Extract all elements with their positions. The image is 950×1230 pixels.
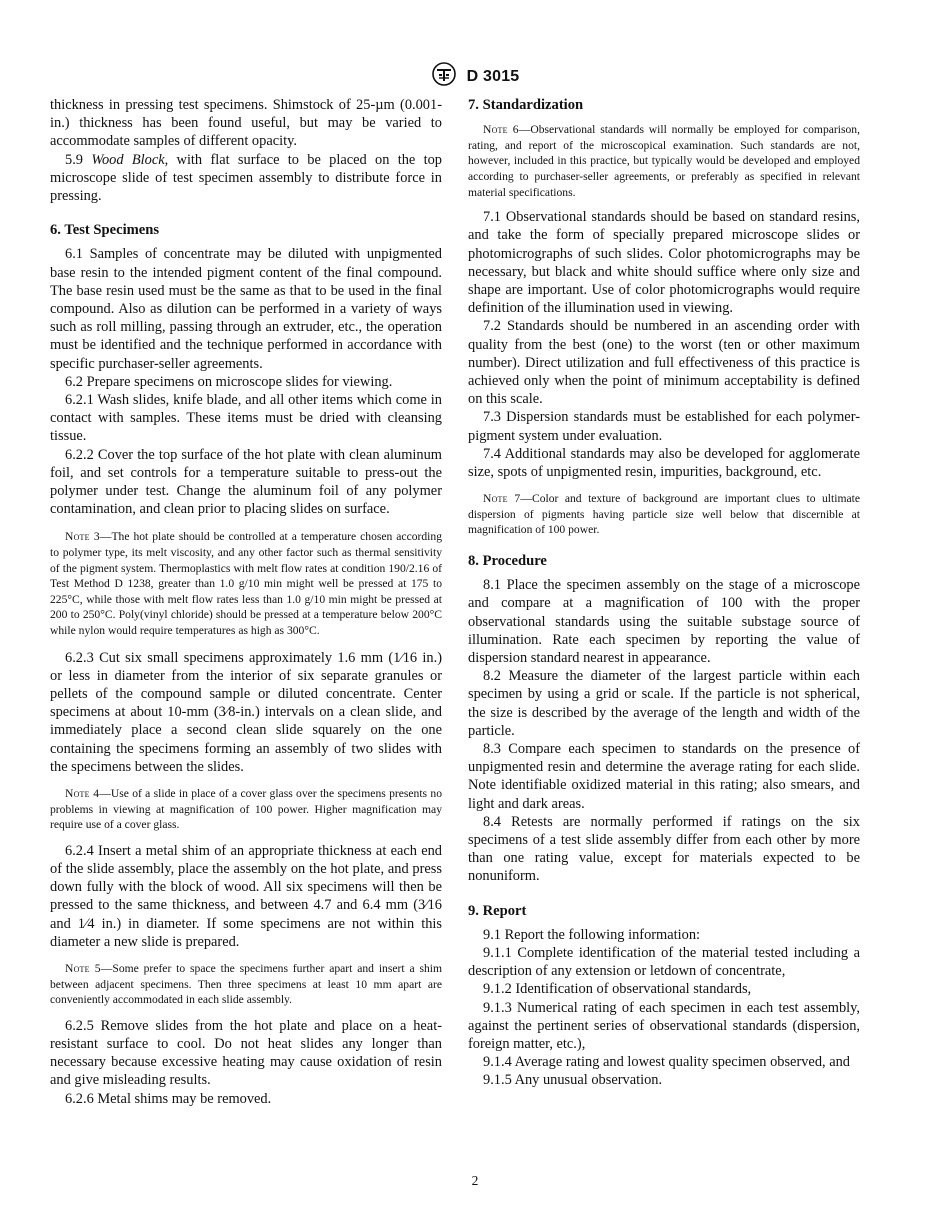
section-heading-9: 9. Report xyxy=(468,902,527,919)
left-column xyxy=(50,96,442,1108)
right-column xyxy=(468,96,860,1090)
paragraph-6-1: 6.1 Samples of concentrate may be diluted with unpigmented base resin to the intended pigment content of the final compound. The base resin used must be the same as that to be used in the final compound. Also as dilution can be performed in a variety of ways such as roll milling, passing through an extruder, etc., the operation must be identified and the technique performed in accordance with specific purchaser-seller agreements. xyxy=(50,246,442,372)
paragraph-7-2: 7.2 Standards should be numbered in an ascending order with quality from the best (one) to the worst (ten or other maximum number). Direct utilization and full effectiveness of this practice is achieved only when the point of minimum acceptability is defined on this scale. xyxy=(468,318,860,408)
note-text: —The hot plate should be controlled at a temperature chosen according to polymer type, its melt viscosity, and any other factor such as thermal sensitivity of the pigment system. Thermoplastics with melt flow rates at condition 190/2.16 of Test Method D 1238, greater than 1.0 g/10 min might well be pressed at 175 to 225°C, while those with melt flow rates less than 1.0 g/10 min might be pressed at 200 to 250°C. Poly(vinyl chloride) should be pressed at a temperature below 200°C while nylon would require temperatures as high as 300°C. xyxy=(50,530,442,638)
paragraph-7-1: 7.1 Observational standards should be based on standard resins, and take the form of specially prepared microscope slides or photomicrographs of such slides. Color photomicrographs may be necessary, but black and white should suffice where only size and shape are important. Use of color photomicrographs would require definition of the illumination used in viewing. xyxy=(468,209,860,317)
page-number: 2 xyxy=(471,1173,479,1188)
page-header xyxy=(0,62,950,91)
paragraph-8-1: 8.1 Place the specimen assembly on the stage of a microscope and compare at a magnification of 100 with the proper observational standards using the suitable substage source of illumination. Rate each specimen by reporting the value of dispersion standard nearest in appearance. xyxy=(468,577,860,667)
note-text: —Color and texture of background are important clues to ultimate dispersion of pigments having particle size well below that discernible at magnification of 100 power. xyxy=(468,492,860,537)
paragraph-6-2-3: 6.2.3 Cut six small specimens approximately 1.6 mm (1⁄16 in.) or less in diameter from the interior of six separate granules or pellets of the compound sample or diluted concentrate. Center specimens at about 10-mm (3⁄8-in.) intervals on a clean slide, and immediately place a second clean slide squarely on the one containing the specimens forming an assembly of two slides with the specimens between the slides. xyxy=(50,649,442,775)
note-6 xyxy=(468,122,860,200)
note-label: Note 6 xyxy=(483,123,519,137)
section-heading-8: 8. Procedure xyxy=(468,553,547,569)
paragraph-9-1-4: 9.1.4 Average rating and lowest quality specimen observed, and xyxy=(483,1054,850,1071)
note-text: —Observational standards will normally be employed for comparison, rating, and report of the microscopical examination. Such standards are not, however, included in this practice, but typically would be developed and employed according to purchaser-seller agreements, or preferably as specified in relevant material specifications. xyxy=(468,123,860,199)
section-heading-6: 6. Test Specimens xyxy=(50,222,160,239)
astm-logo-icon xyxy=(431,62,457,91)
note-label: Note 3 xyxy=(65,530,100,544)
note-text: —Some prefer to space the specimens further apart and insert a shim between adjacent specimens. Then three specimens at least 10 mm apart are conveniently accommodated in each slide assembly. xyxy=(50,962,442,1007)
paragraph-8-3: 8.3 Compare each specimen to standards on the presence of unpigmented resin and determine the average rating for each slide. Note identifiable oxidized material in this rating; also smears, and light and dark areas. xyxy=(468,741,860,812)
paragraph-7-4: 7.4 Additional standards may also be developed for agglomerate size, spots of unpigmented resin, impurities, background, etc. xyxy=(468,445,860,481)
paragraph-9-1-3: 9.1.3 Numerical rating of each specimen in each test assembly, against the pertinent series of observational standards (dispersion, foreign matter, etc.), xyxy=(468,999,860,1053)
note-label: Note 5 xyxy=(65,962,101,976)
paragraph-9-1: 9.1 Report the following information: xyxy=(483,926,701,943)
paragraph-5-8-continued: thickness in pressing test specimens. Shimstock of 25-µm (0.001-in.) thickness has been found useful, but may be varied to accommodate samples of different opacity. xyxy=(50,97,442,150)
paragraph-9-1-1: 9.1.1 Complete identification of the material tested including a description of any extension or letdown of concentrate, xyxy=(468,945,860,980)
paragraph-9-1-5: 9.1.5 Any unusual observation. xyxy=(483,1072,663,1089)
note-label: Note 7 xyxy=(483,492,521,506)
paragraph-5-9 xyxy=(50,151,442,206)
paragraph-6-2-5: 6.2.5 Remove slides from the hot plate and place on a heat-resistant surface to cool. Do not heat slides any longer than necessary because excessive heating may cause oxidation of resin and give misleading results. xyxy=(50,1017,442,1089)
paragraph-7-3: 7.3 Dispersion standards must be established for each polymer-pigment system under evaluation. xyxy=(468,409,860,444)
note-3 xyxy=(50,529,442,638)
item-text: , with flat surface to be placed on the top microscope slide of test specimen assembly to distribute force in pressing. xyxy=(50,151,442,205)
note-7 xyxy=(468,491,860,538)
note-4 xyxy=(50,786,442,833)
paragraph-9-1-2: 9.1.2 Identification of observational standards, xyxy=(483,981,752,998)
paragraph-6-2-2: 6.2.2 Cover the top surface of the hot plate with clean aluminum foil, and set controls for a temperature suitable to press-out the polymer under test. Change the aluminum foil of any polymer contamination, and clean prior to placing slides on surface. xyxy=(50,446,442,518)
section-heading-7: 7. Standardization xyxy=(468,97,584,113)
paragraph-6-2-1: 6.2.1 Wash slides, knife blade, and all other items which come in contact with samples. These items must be dried with cleansing tissue. xyxy=(50,392,442,445)
paragraph-6-2: 6.2 Prepare specimens on microscope slides for viewing. xyxy=(65,373,393,390)
note-text: —Use of a slide in place of a cover glass over the specimens presents no problems in viewing at magnification of 100 power. Higher magnification may require use of a cover glass. xyxy=(50,787,442,832)
paragraph-6-2-6: 6.2.6 Metal shims may be removed. xyxy=(65,1090,272,1107)
paragraph-8-2: 8.2 Measure the diameter of the largest particle within each specimen by using a grid or scale. If the particle is not spherical, the size is described by the average of the length and width of the particle. xyxy=(468,668,860,739)
designation-number: D 3015 xyxy=(466,67,520,85)
paragraph-6-2-4: 6.2.4 Insert a metal shim of an appropriate thickness at each end of the slide assembly, place the assembly on the hot plate, and press down fully with the block of wood. All six specimens will then be pressed to the same thickness, and between 4.7 and 6.4 mm (3⁄16 and 1⁄4 in.) in diameter. If some specimens are not within this diameter a new slide is prepared. xyxy=(50,842,442,950)
item-title: Wood Block xyxy=(91,151,165,168)
note-label: Note 4 xyxy=(65,787,100,801)
section-number: 5.9 xyxy=(65,151,83,168)
note-5 xyxy=(50,961,442,1008)
paragraph-8-4: 8.4 Retests are normally performed if ratings on the six specimens of a test slide assembly differ from each other by more than one rating value, except for materials expected to be nonuniform. xyxy=(468,813,860,885)
